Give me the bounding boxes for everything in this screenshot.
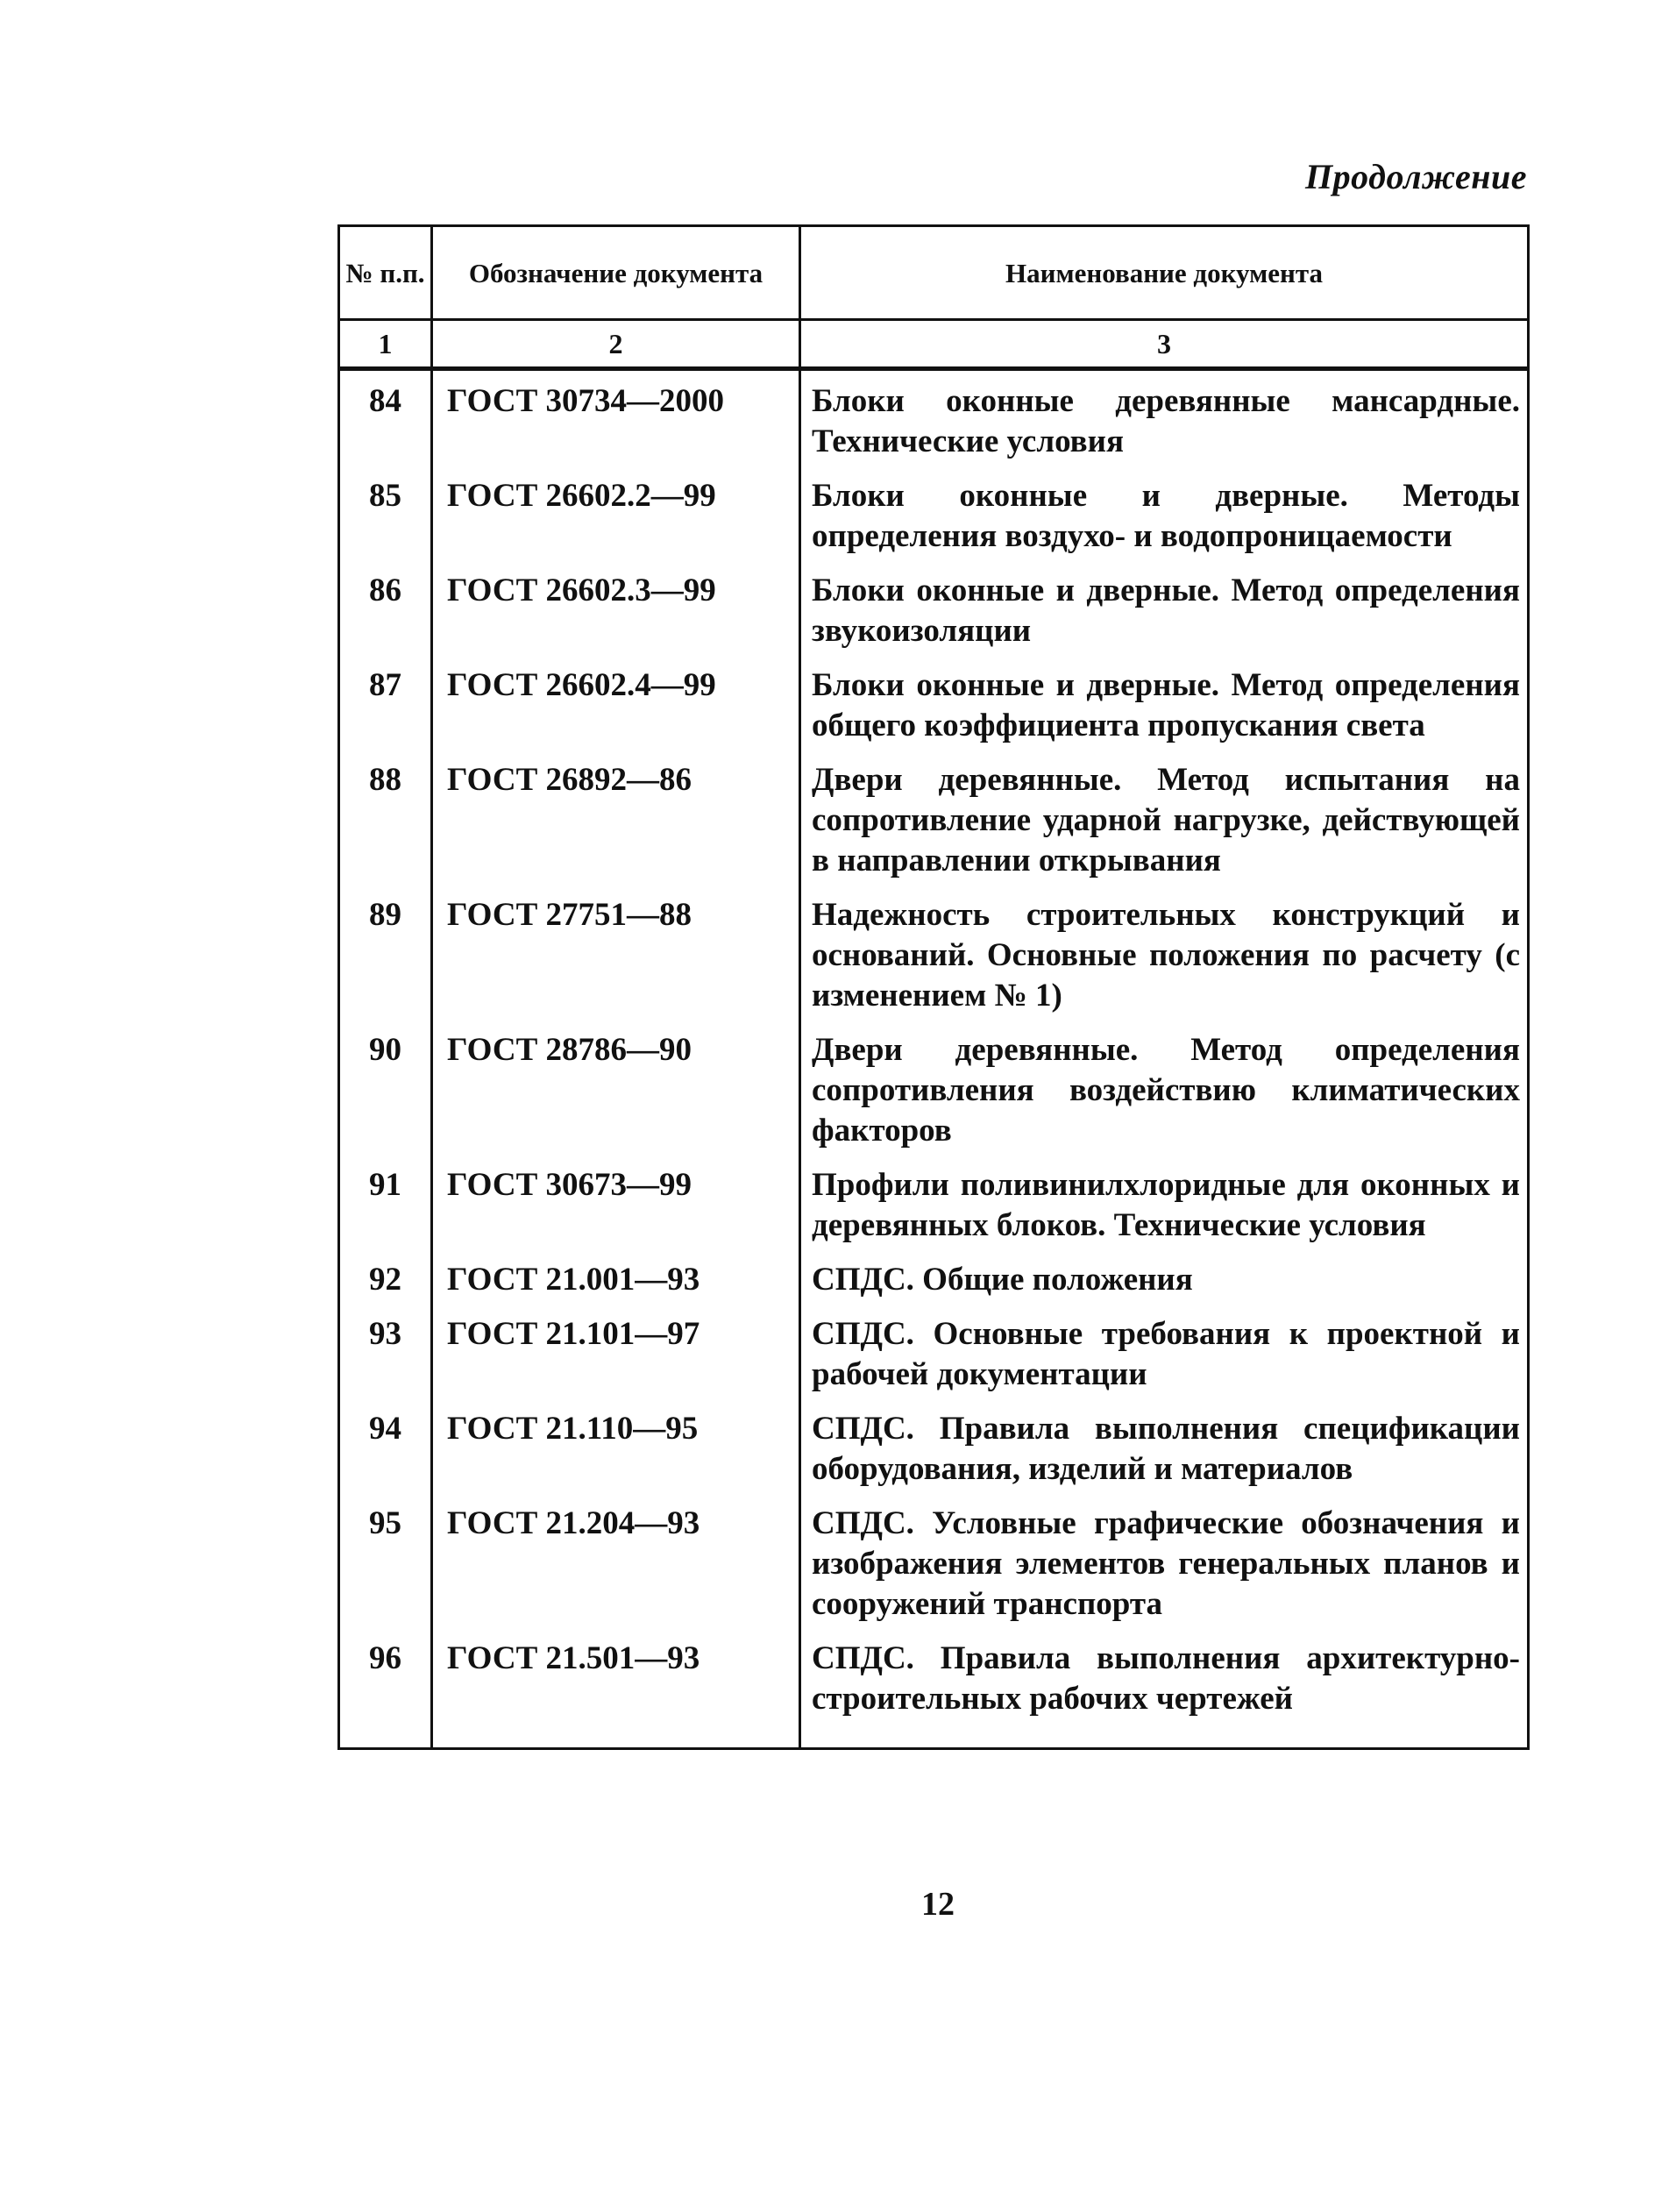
row-number: 90 (339, 1020, 432, 1155)
row-number: 91 (339, 1155, 432, 1249)
document-name: СПДС. Основные требования к проектной и рабочей документации (800, 1304, 1529, 1398)
row-number: 84 (339, 369, 432, 466)
row-number: 88 (339, 750, 432, 885)
table-row (339, 1398, 1529, 1493)
table-row (339, 1020, 1529, 1155)
row-number: 95 (339, 1493, 432, 1628)
document-designation: ГОСТ 27751—88 (432, 885, 800, 1020)
row-number: 89 (339, 885, 432, 1020)
table-row (339, 1493, 1529, 1628)
document-name: СПДС. Правила выполнения спецификации оборудования, изделий и материалов (800, 1398, 1529, 1493)
row-number: 85 (339, 466, 432, 560)
header-number: № п.п. (339, 226, 432, 320)
document-designation: ГОСТ 26602.2—99 (432, 466, 800, 560)
document-designation: ГОСТ 30734—2000 (432, 369, 800, 466)
row-number: 86 (339, 560, 432, 655)
row-number: 92 (339, 1249, 432, 1304)
table-row (339, 1304, 1529, 1398)
document-designation: ГОСТ 26602.4—99 (432, 655, 800, 750)
document-designation: ГОСТ 21.101—97 (432, 1304, 800, 1398)
table-row (339, 1155, 1529, 1249)
table-row (339, 750, 1529, 885)
table-row (339, 655, 1529, 750)
table-header-row (339, 226, 1529, 320)
table-row (339, 466, 1529, 560)
document-designation: ГОСТ 30673—99 (432, 1155, 800, 1249)
header-designation: Обозначение документа (432, 226, 800, 320)
document-name: СПДС. Общие положения (800, 1249, 1529, 1304)
table-row (339, 885, 1529, 1020)
document-name: Блоки оконные и дверные. Метод определения общего коэффициента пропускания света (800, 655, 1529, 750)
document-name: СПДС. Правила выполнения архитектурно-строительных рабочих чертежей (800, 1628, 1529, 1749)
row-number: 94 (339, 1398, 432, 1493)
document-name: Блоки оконные и дверные. Метод определения звукоизоляции (800, 560, 1529, 655)
document-designation: ГОСТ 21.501—93 (432, 1628, 800, 1749)
document-name: Профили поливинилхлоридные для оконных и деревянных блоков. Технические условия (800, 1155, 1529, 1249)
table-row (339, 1628, 1529, 1749)
documents-table (337, 224, 1530, 1750)
row-number: 87 (339, 655, 432, 750)
column-number-1: 1 (339, 320, 432, 369)
document-name: Блоки оконные и дверные. Методы определения воздухо- и водопроницаемости (800, 466, 1529, 560)
document-designation: ГОСТ 21.204—93 (432, 1493, 800, 1628)
column-number-row (339, 320, 1529, 369)
column-number-3: 3 (800, 320, 1529, 369)
document-name: Двери деревянные. Метод определения сопротивления воздействию климатических факторов (800, 1020, 1529, 1155)
header-document-name: Наименование документа (800, 226, 1529, 320)
page-number: 12 (921, 1886, 955, 1923)
table-row (339, 1249, 1529, 1304)
document-name: СПДС. Условные графические обозначения и изображения элементов генеральных планов и сооружений транспорта (800, 1493, 1529, 1628)
document-name: Двери деревянные. Метод испытания на сопротивление ударной нагрузке, действующей в направлении открывания (800, 750, 1529, 885)
row-number: 93 (339, 1304, 432, 1398)
document-designation: ГОСТ 21.110—95 (432, 1398, 800, 1493)
row-number: 96 (339, 1628, 432, 1749)
document-designation: ГОСТ 26602.3—99 (432, 560, 800, 655)
table-row (339, 369, 1529, 466)
document-designation: ГОСТ 21.001—93 (432, 1249, 800, 1304)
document-designation: ГОСТ 28786—90 (432, 1020, 800, 1155)
document-name: Надежность строительных конструкций и оснований. Основные положения по расчету (с изменением № 1) (800, 885, 1529, 1020)
continuation-label: Продолжение (1305, 157, 1527, 196)
column-number-2: 2 (432, 320, 800, 369)
document-name: Блоки оконные деревянные мансардные. Технические условия (800, 369, 1529, 466)
table-row (339, 560, 1529, 655)
document-designation: ГОСТ 26892—86 (432, 750, 800, 885)
